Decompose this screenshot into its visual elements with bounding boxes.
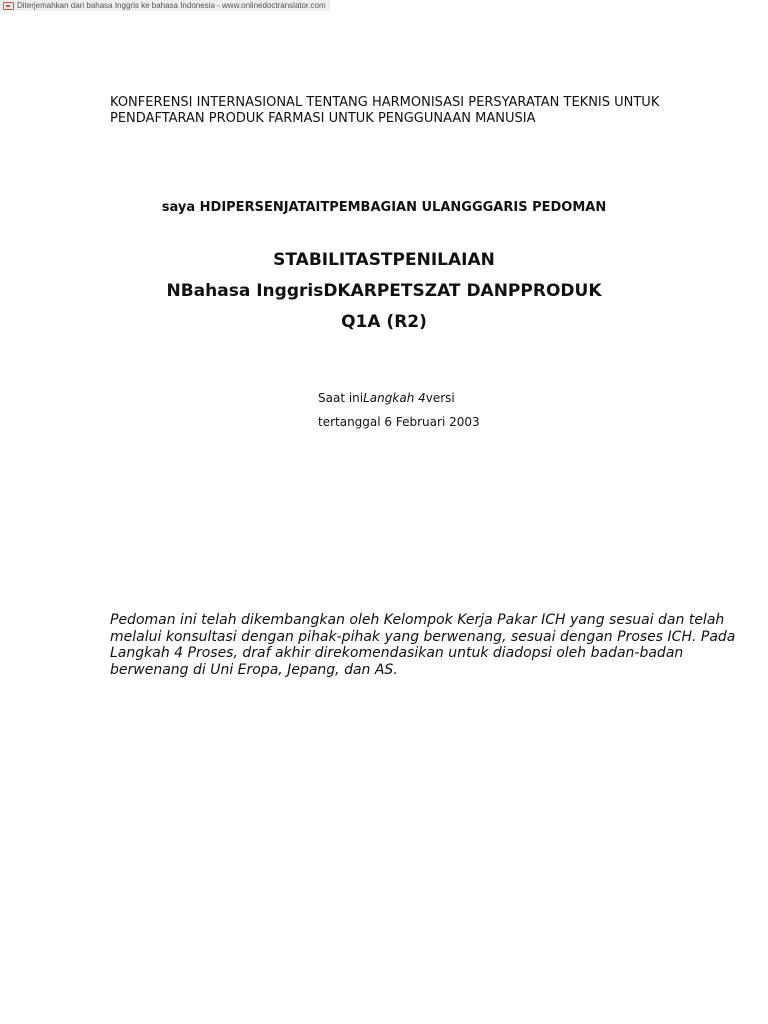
version-date: tertanggal 6 Februari 2003: [318, 415, 480, 429]
document-title-line: NBahasa InggrisDKARPETSZAT DANPPRODUK: [166, 281, 602, 301]
guideline-note: [110, 612, 736, 678]
conference-heading: [110, 95, 690, 127]
document-title: [0, 245, 768, 338]
version-step: Langkah 4: [363, 391, 426, 405]
version-suffix: versi: [425, 391, 455, 405]
conference-heading-line: PENDAFTARAN PRODUK FARMASI UNTUK PENGGUNAAN MANUSIA: [110, 111, 536, 126]
guideline-series: saya HDIPERSENJATAITPEMBAGIAN ULANGGGARIS PEDOMAN: [161, 200, 607, 215]
version-line: [318, 386, 480, 410]
conference-heading-line: KONFERENSI INTERNASIONAL TENTANG HARMONISASI PERSYARATAN TEKNIS UNTUK: [110, 95, 660, 110]
document-title-line: STABILITASTPENILAIAN: [273, 250, 495, 270]
note-line: Pedoman ini telah dikembangkan oleh Kelompok Kerja Pakar ICH yang sesuai dan telah: [110, 612, 725, 628]
translator-logo-icon: [3, 2, 14, 10]
version-prefix: Saat ini: [318, 391, 364, 405]
document-code: Q1A (R2): [341, 312, 427, 332]
note-line: berwenang di Uni Eropa, Jepang, dan AS.: [110, 661, 398, 678]
translator-banner[interactable]: [0, 0, 330, 11]
translator-banner-text[interactable]: Diterjemahkan dari bahasa Inggris ke bahasa Indonesia - www.onlinedoctranslator.com: [17, 1, 326, 10]
version-info: [318, 386, 480, 434]
note-line: melalui konsultasi dengan pihak-pihak yang berwenang, sesuai dengan Proses ICH. Pada: [110, 628, 736, 645]
note-line: Langkah 4 Proses, draf akhir direkomendasikan untuk diadopsi oleh badan-badan: [110, 645, 684, 661]
